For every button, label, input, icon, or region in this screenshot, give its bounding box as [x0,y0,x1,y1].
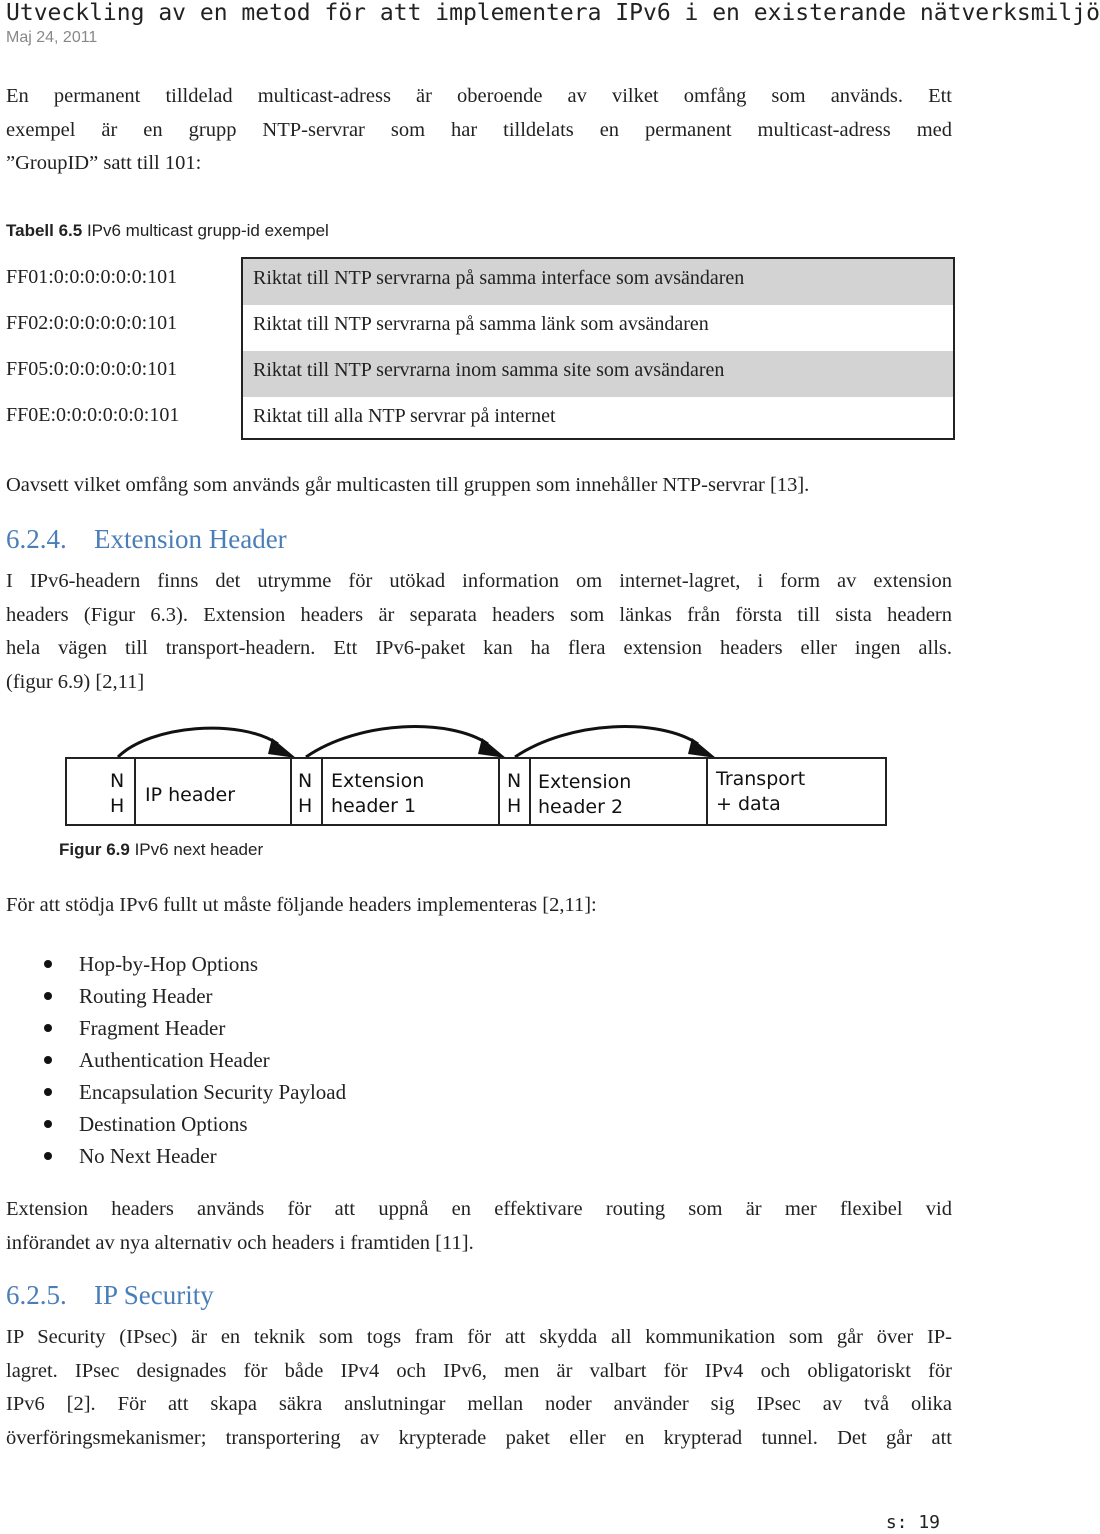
bullet-icon [44,1120,52,1128]
text-line: överföringsmekanismer; transportering av krypterade paket eller en krypterad tunnel. Det går att [6,1426,952,1449]
bullet-icon [44,1056,52,1064]
table-row [243,397,953,443]
text-line: Extension headers används för att uppnå en effektivare routing som är mer flexibel vid [6,1198,952,1220]
bullet-icon [44,1024,52,1032]
ip-header-label: IP header [145,784,236,806]
text-line: införandet av nya alternativ och headers i framtiden [11]. [6,1231,474,1254]
next-header-label: H [298,795,313,817]
after-table-text: Oavsett vilket omfång som används går multicasten till gruppen som innehåller NTP-servrar [13]. [6,474,810,496]
required-headers-list [44,948,346,1172]
text-line: En permanent tilldelad multicast-adress är oberoende av vilket omfång som används. Ett [6,85,952,107]
text-line: ”GroupID” satt till 101: [6,152,202,174]
figure-caption-text: IPv6 next header [129,840,264,859]
extension-header-paragraph [6,565,952,699]
text-line: hela vägen till transport-headern. Ett IPv6-paket kan ha flera extension headers eller ingen alls. [6,637,952,659]
table-caption-label: Tabell 6.5 [6,221,83,240]
next-header-arrow [515,727,698,757]
intro-paragraph [6,80,952,181]
next-header-label: N [110,770,125,792]
figure-caption [59,840,263,860]
multicast-description-table [241,257,955,440]
table-cell: Riktat till alla NTP servrar på internet [253,405,556,427]
arrowhead [268,738,296,758]
table-cell: Riktat till NTP servrarna på samma interface som avsändaren [253,267,745,289]
multicast-address: FF02:0:0:0:0:0:0:101 [6,312,178,334]
multicast-address: FF05:0:0:0:0:0:0:101 [6,358,178,380]
bullet-icon [44,1088,52,1096]
bullet-icon [44,960,52,968]
extension-header-1-label: Extension [331,770,425,792]
next-header-arrow [118,728,278,757]
table-cell: Riktat till NTP servrarna inom samma site som avsändaren [253,359,725,381]
next-header-label: H [110,795,125,817]
section-number: 6.2.4. [6,524,67,554]
section-number: 6.2.5. [6,1280,67,1310]
figure-caption-label: Figur 6.9 [59,840,130,859]
list-item [44,1044,346,1076]
text-line: I IPv6-headern finns det utrymme för utökad information om internet-lagret, i form av extension [6,570,952,592]
table-row [243,351,953,397]
table-cell: Riktat till NTP servrarna på samma länk som avsändaren [253,313,709,335]
text-line: IPv6 [2]. För att skapa säkra anslutningar mellan noder använder sig IPsec av två olika [6,1393,952,1415]
table-row [243,259,953,305]
document-date: Maj 24, 2011 [6,29,98,46]
list-item [44,980,346,1012]
next-header-label: N [298,770,313,792]
list-item-label: Hop-by-Hop Options [79,952,259,976]
document-title: Utveckling av en metod för att implementera IPv6 i en existerande nätverksmiljö [6,0,1100,26]
list-item-label: Fragment Header [79,1016,226,1040]
multicast-address: FF01:0:0:0:0:0:0:101 [6,266,178,288]
table-row [243,305,953,351]
arrowhead [478,738,506,758]
list-item-label: Authentication Header [79,1048,270,1072]
transport-data-label: + data [716,793,781,815]
section-heading-ip-security [6,1280,214,1311]
text-line: exempel är en grupp NTP-servrar som har tilldelats en permanent multicast-adress med [6,118,952,141]
headers-intro-text: För att stödja IPv6 fullt ut måste följande headers implementeras [2,11]: [6,894,597,916]
extension-summary-paragraph [6,1193,952,1260]
extension-header-2-label: header 2 [538,796,624,818]
section-title: Extension Header [94,524,287,554]
bullet-icon [44,1152,52,1160]
table-caption [6,221,329,241]
list-item [44,1076,346,1108]
text-line: (figur 6.9) [2,11] [6,670,145,693]
list-item [44,1140,346,1172]
text-line: headers (Figur 6.3). Extension headers är separata headers som länkas från första till sista headern [6,603,952,626]
extension-header-1-label: header 1 [331,795,417,817]
list-item-label: Routing Header [79,984,213,1008]
text-line: lagret. IPsec designades för både IPv4 och IPv6, men är valbart för IPv4 och obligatoriskt för [6,1359,952,1382]
ip-security-paragraph [6,1321,952,1455]
next-header-label: N [507,770,522,792]
list-item [44,948,346,980]
list-item [44,1108,346,1140]
text-line: IP Security (IPsec) är en teknik som togs fram för att skydda all kommunikation som går över IP- [6,1326,952,1348]
next-header-label: H [507,795,522,817]
arrowhead [688,738,716,758]
multicast-address: FF0E:0:0:0:0:0:0:101 [6,404,180,426]
section-heading-extension-header [6,524,287,555]
next-header-diagram [0,700,960,835]
list-item-label: Destination Options [79,1112,248,1136]
transport-data-label: Transport [716,768,806,790]
list-item [44,1012,346,1044]
page-number: s: 19 [885,1512,940,1533]
list-item-label: No Next Header [79,1144,217,1168]
section-title: IP Security [94,1280,214,1310]
list-item-label: Encapsulation Security Payload [79,1080,347,1104]
next-header-arrow [306,727,488,757]
table-caption-text: IPv6 multicast grupp-id exempel [82,221,329,240]
extension-header-2-label: Extension [538,771,632,793]
bullet-icon [44,992,52,1000]
